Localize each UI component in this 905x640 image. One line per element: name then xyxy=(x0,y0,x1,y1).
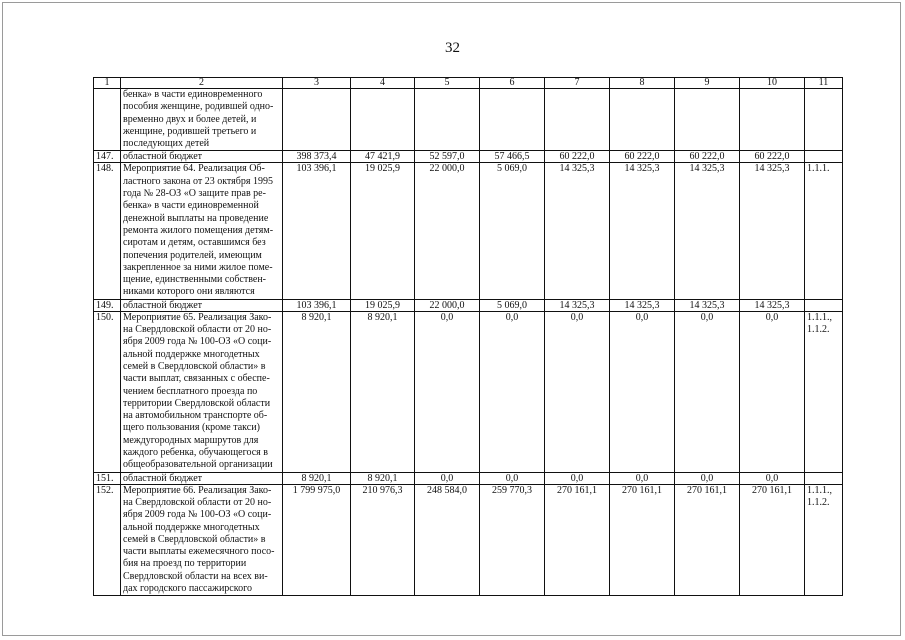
description-line: ября 2009 года № 100-ОЗ «О соци- xyxy=(123,509,272,521)
row-description xyxy=(121,151,283,163)
row-number: 150. xyxy=(94,311,121,472)
row-number: 148. xyxy=(94,163,121,299)
target-reference xyxy=(805,151,843,163)
header-cell-6: 6 xyxy=(480,78,545,89)
description-line: Мероприятие 66. Реализация Зако- xyxy=(123,484,272,496)
value-cell: 248 584,0 xyxy=(415,484,480,596)
target-reference: 1.1.1., 1.1.2. xyxy=(805,311,843,472)
value-cell xyxy=(610,89,675,151)
header-cell-4: 4 xyxy=(351,78,415,89)
value-cell: 0,0 xyxy=(740,472,805,484)
description-line: ября 2009 года № 100-ОЗ «О соци- xyxy=(123,336,272,348)
header-cell-3: 3 xyxy=(283,78,351,89)
value-cell: 8 920,1 xyxy=(351,472,415,484)
target-reference: 1.1.1. xyxy=(805,163,843,299)
target-reference xyxy=(805,89,843,151)
value-cell: 270 161,1 xyxy=(675,484,740,596)
description-line: никами которого они являются xyxy=(123,286,255,298)
description-line: семей в Свердловской области» в xyxy=(123,533,266,545)
header-cell-1: 1 xyxy=(94,78,121,89)
table-row xyxy=(94,163,843,299)
description-line: бия на проезд по территории xyxy=(123,558,247,570)
description-line: на Свердловской области от 20 но- xyxy=(123,496,272,508)
row-number: 147. xyxy=(94,151,121,163)
value-cell xyxy=(740,89,805,151)
value-cell: 8 920,1 xyxy=(283,472,351,484)
description-line: междугородных маршрутов для xyxy=(123,434,259,446)
description-line: части выплат, связанных с обеспе- xyxy=(123,373,270,385)
description-line: территории Свердловской области xyxy=(123,397,271,409)
value-cell: 60 222,0 xyxy=(675,151,740,163)
value-cell: 1 799 975,0 xyxy=(283,484,351,596)
value-cell xyxy=(283,89,351,151)
value-cell: 60 222,0 xyxy=(740,151,805,163)
description-line: Мероприятие 64. Реализация Об- xyxy=(123,163,265,175)
value-cell: 60 222,0 xyxy=(545,151,610,163)
value-cell xyxy=(351,89,415,151)
header-cell-11: 11 xyxy=(805,78,843,89)
value-cell: 0,0 xyxy=(545,311,610,472)
table-row xyxy=(94,484,843,596)
value-cell: 14 325,3 xyxy=(610,163,675,299)
value-cell: 5 069,0 xyxy=(480,163,545,299)
value-cell: 270 161,1 xyxy=(610,484,675,596)
description-line: попечения родителей, имеющим xyxy=(123,249,262,261)
description-line: каждого ребенка, обучающегося в xyxy=(123,447,268,459)
value-cell: 0,0 xyxy=(740,311,805,472)
value-cell: 14 325,3 xyxy=(740,163,805,299)
table-row xyxy=(94,89,843,151)
value-cell: 14 325,3 xyxy=(545,299,610,311)
value-cell: 19 025,9 xyxy=(351,163,415,299)
description-line: бенка» в части единовременного xyxy=(123,89,263,100)
value-cell: 0,0 xyxy=(545,472,610,484)
description-line: дах городского пассажирского xyxy=(123,582,252,594)
value-cell: 14 325,3 xyxy=(675,163,740,299)
value-cell xyxy=(415,89,480,151)
value-cell: 398 373,4 xyxy=(283,151,351,163)
description-line: областной бюджет xyxy=(123,299,203,311)
value-cell: 47 421,9 xyxy=(351,151,415,163)
description-line: областной бюджет xyxy=(123,472,203,484)
value-cell: 57 466,5 xyxy=(480,151,545,163)
row-description xyxy=(121,89,283,151)
table-row xyxy=(94,299,843,311)
value-cell: 14 325,3 xyxy=(675,299,740,311)
table-row xyxy=(94,311,843,472)
row-number xyxy=(94,89,121,151)
value-cell xyxy=(675,89,740,151)
description-line: сиротам и детям, оставшимся без xyxy=(123,237,266,249)
target-reference: 1.1.1., 1.1.2. xyxy=(805,484,843,596)
value-cell: 270 161,1 xyxy=(545,484,610,596)
value-cell: 22 000,0 xyxy=(415,299,480,311)
description-line: Свердловской области на всех ви- xyxy=(123,570,268,582)
description-line: щение, единственными собствен- xyxy=(123,274,267,286)
description-line: областной бюджет xyxy=(123,151,203,163)
value-cell: 0,0 xyxy=(480,311,545,472)
description-line: щего пользования (кроме такси) xyxy=(123,422,260,434)
value-cell: 0,0 xyxy=(480,472,545,484)
description-line: семей в Свердловской области» в xyxy=(123,360,266,372)
description-line: последующих детей xyxy=(123,138,210,150)
value-cell: 0,0 xyxy=(675,311,740,472)
description-line: года № 28-ОЗ «О защите прав ре- xyxy=(123,188,266,200)
row-description xyxy=(121,299,283,311)
description-line: на Свердловской области от 20 но- xyxy=(123,324,272,336)
table-row xyxy=(94,151,843,163)
value-cell xyxy=(480,89,545,151)
description-line: закрепленное за ними жилое поме- xyxy=(123,261,273,273)
description-line: общеобразовательной организации xyxy=(123,459,273,471)
header-cell-9: 9 xyxy=(675,78,740,89)
target-reference xyxy=(805,299,843,311)
description-line: женщине, родившей третьего и xyxy=(123,125,257,137)
header-cell-5: 5 xyxy=(415,78,480,89)
value-cell: 103 396,1 xyxy=(283,163,351,299)
value-cell: 103 396,1 xyxy=(283,299,351,311)
value-cell: 19 025,9 xyxy=(351,299,415,311)
table-row xyxy=(94,472,843,484)
description-line: пособия женщине, родившей одно- xyxy=(123,101,274,113)
header-cell-10: 10 xyxy=(740,78,805,89)
description-line: ластного закона от 23 октября 1995 xyxy=(123,175,273,187)
row-number: 151. xyxy=(94,472,121,484)
value-cell xyxy=(545,89,610,151)
row-description xyxy=(121,311,283,472)
row-description xyxy=(121,484,283,596)
header-cell-2: 2 xyxy=(121,78,283,89)
value-cell: 259 770,3 xyxy=(480,484,545,596)
value-cell: 5 069,0 xyxy=(480,299,545,311)
value-cell: 8 920,1 xyxy=(351,311,415,472)
description-line: чением бесплатного проезда по xyxy=(123,385,258,397)
value-cell: 14 325,3 xyxy=(740,299,805,311)
value-cell: 0,0 xyxy=(610,311,675,472)
value-cell: 0,0 xyxy=(415,472,480,484)
value-cell: 270 161,1 xyxy=(740,484,805,596)
value-cell: 8 920,1 xyxy=(283,311,351,472)
value-cell: 60 222,0 xyxy=(610,151,675,163)
row-number: 152. xyxy=(94,484,121,596)
description-line: временно двух и более детей, и xyxy=(123,113,257,125)
value-cell: 52 597,0 xyxy=(415,151,480,163)
description-line: части выплаты ежемесячного посо- xyxy=(123,546,275,558)
description-line: альной поддержке многодетных xyxy=(123,348,260,360)
description-line: бенка» в части единовременной xyxy=(123,200,259,212)
budget-table xyxy=(93,77,843,596)
description-line: ремонта жилого помещения детям- xyxy=(123,224,274,236)
description-line: Мероприятие 65. Реализация Зако- xyxy=(123,311,272,323)
description-line: альной поддержке многодетных xyxy=(123,521,260,533)
page-number: 32 xyxy=(445,40,460,56)
row-description xyxy=(121,163,283,299)
target-reference xyxy=(805,472,843,484)
value-cell: 14 325,3 xyxy=(610,299,675,311)
value-cell: 0,0 xyxy=(610,472,675,484)
row-description xyxy=(121,472,283,484)
value-cell: 0,0 xyxy=(415,311,480,472)
value-cell: 210 976,3 xyxy=(351,484,415,596)
value-cell: 22 000,0 xyxy=(415,163,480,299)
value-cell: 14 325,3 xyxy=(545,163,610,299)
value-cell: 0,0 xyxy=(675,472,740,484)
description-line: на автомобильном транспорте об- xyxy=(123,410,268,422)
description-line: денежной выплаты на проведение xyxy=(123,212,269,224)
row-number: 149. xyxy=(94,299,121,311)
header-cell-8: 8 xyxy=(610,78,675,89)
header-cell-7: 7 xyxy=(545,78,610,89)
header-row xyxy=(94,78,843,89)
